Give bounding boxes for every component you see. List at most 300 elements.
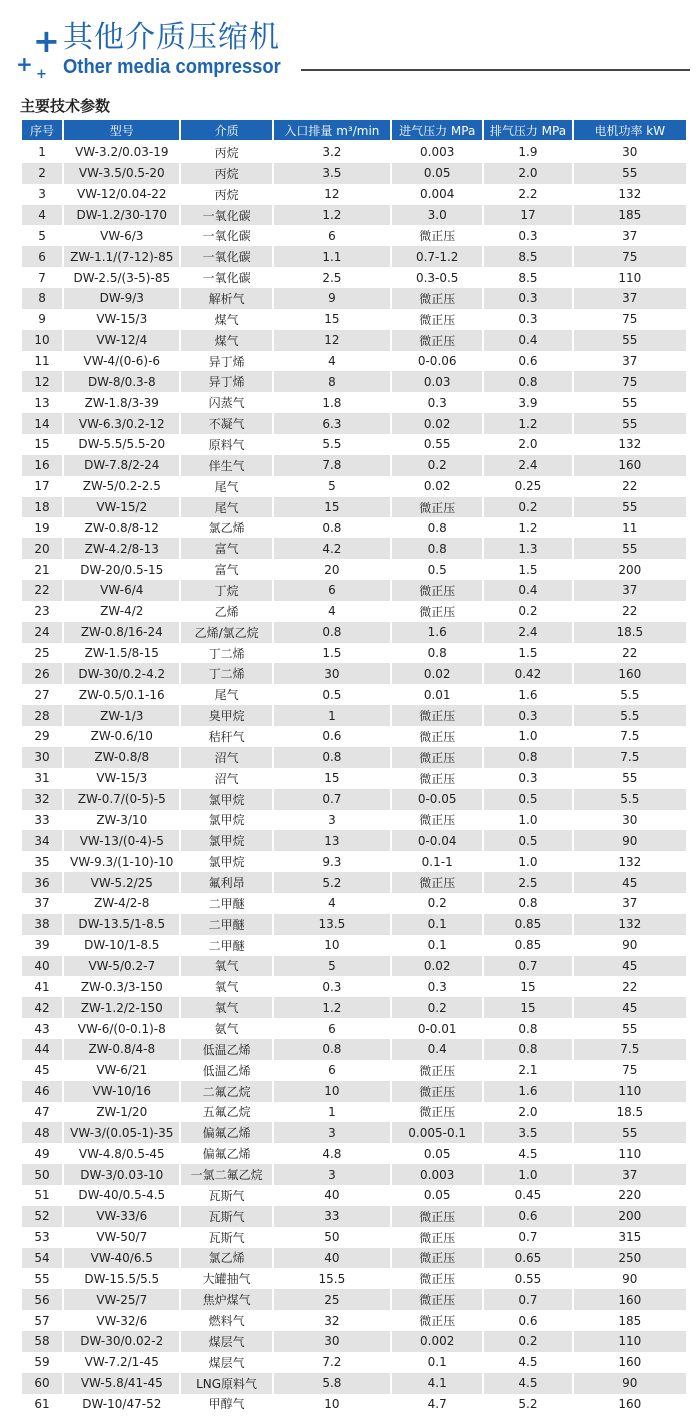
cell-inlet-pressure: 微正压 — [392, 330, 482, 351]
cell-outlet-pressure: 3.5 — [484, 1122, 571, 1143]
cell-inlet-flow: 10 — [274, 935, 390, 956]
cell-model: ZW-0.8/4-8 — [64, 1039, 179, 1060]
cell-motor-power: 37 — [574, 580, 686, 601]
cell-medium: 二甲醚 — [181, 893, 271, 914]
cell-outlet-pressure: 1.9 — [484, 142, 571, 163]
cell-index: 10 — [22, 330, 62, 351]
cell-inlet-flow: 1.1 — [274, 246, 390, 267]
cell-index: 1 — [22, 142, 62, 163]
cell-outlet-pressure: 0.3 — [484, 705, 571, 726]
cell-inlet-flow: 0.8 — [274, 1039, 390, 1060]
cell-outlet-pressure: 0.6 — [484, 1310, 571, 1331]
cell-inlet-flow: 5 — [274, 476, 390, 497]
cell-inlet-pressure: 0.8 — [392, 517, 482, 538]
cell-inlet-pressure: 0.3-0.5 — [392, 267, 482, 288]
page-title: 其他介质压缩机 — [63, 20, 280, 55]
cell-inlet-pressure: 0-0.06 — [392, 351, 482, 372]
cell-medium: 氧气 — [181, 956, 271, 977]
cell-index: 45 — [22, 1060, 62, 1081]
cell-medium: 伴生气 — [181, 455, 271, 476]
table-row — [22, 976, 686, 997]
cell-motor-power: 22 — [574, 476, 686, 497]
cell-inlet-flow: 8 — [274, 371, 390, 392]
cell-medium: 氯乙烯 — [181, 517, 271, 538]
cell-model: VW-15/3 — [64, 768, 179, 789]
cell-outlet-pressure: 0.3 — [484, 309, 571, 330]
cell-outlet-pressure: 0.85 — [484, 935, 571, 956]
table-row — [22, 663, 686, 684]
cell-outlet-pressure: 1.0 — [484, 851, 571, 872]
cell-model: VW-6/4 — [64, 580, 179, 601]
spec-table — [20, 120, 688, 1414]
cell-inlet-flow: 40 — [274, 1185, 390, 1206]
cell-outlet-pressure: 0.8 — [484, 893, 571, 914]
table-row — [22, 351, 686, 372]
cell-outlet-pressure: 4.5 — [484, 1143, 571, 1164]
cell-inlet-pressure: 0.005-0.1 — [392, 1122, 482, 1143]
cell-motor-power: 200 — [574, 559, 686, 580]
cell-outlet-pressure: 2.2 — [484, 184, 571, 205]
cell-motor-power: 55 — [574, 330, 686, 351]
cell-inlet-pressure: 0.05 — [392, 1185, 482, 1206]
table-row — [22, 309, 686, 330]
table-row — [22, 497, 686, 518]
cell-motor-power: 30 — [574, 810, 686, 831]
cell-inlet-pressure: 微正压 — [392, 288, 482, 309]
cell-inlet-flow: 7.2 — [274, 1352, 390, 1373]
cell-model: DW-30/0.02-2 — [64, 1331, 179, 1352]
cell-motor-power: 55 — [574, 1018, 686, 1039]
cell-medium: 氯乙烯 — [181, 1248, 271, 1269]
cell-motor-power: 37 — [574, 288, 686, 309]
cell-inlet-pressure: 3.0 — [392, 205, 482, 226]
cell-model: DW-7.8/2-24 — [64, 455, 179, 476]
cell-inlet-flow: 5.8 — [274, 1373, 390, 1394]
cell-motor-power: 110 — [574, 1081, 686, 1102]
table-row — [22, 914, 686, 935]
cell-outlet-pressure: 1.5 — [484, 559, 571, 580]
cell-inlet-flow: 3.5 — [274, 163, 390, 184]
cell-model: VW-4.8/0.5-45 — [64, 1143, 179, 1164]
cell-index: 44 — [22, 1039, 62, 1060]
cell-inlet-pressure: 0.1 — [392, 914, 482, 935]
cell-inlet-flow: 1.5 — [274, 643, 390, 664]
cell-outlet-pressure: 0.55 — [484, 1268, 571, 1289]
cell-inlet-pressure: 微正压 — [392, 1268, 482, 1289]
cell-index: 47 — [22, 1102, 62, 1123]
cell-index: 8 — [22, 288, 62, 309]
cell-inlet-flow: 3.2 — [274, 142, 390, 163]
cell-model: VW-7.2/1-45 — [64, 1352, 179, 1373]
cell-motor-power: 160 — [574, 1394, 686, 1415]
cell-medium: 丁烷 — [181, 580, 271, 601]
cell-inlet-pressure: 微正压 — [392, 580, 482, 601]
table-row — [22, 538, 686, 559]
cell-motor-power: 160 — [574, 1289, 686, 1310]
plus-icon: + — [16, 52, 33, 76]
cell-inlet-pressure: 0.1 — [392, 935, 482, 956]
cell-inlet-pressure: 4.1 — [392, 1373, 482, 1394]
cell-inlet-flow: 6 — [274, 580, 390, 601]
cell-model: ZW-0.3/3-150 — [64, 976, 179, 997]
table-row — [22, 997, 686, 1018]
cell-outlet-pressure: 3.9 — [484, 392, 571, 413]
cell-inlet-pressure: 微正压 — [392, 747, 482, 768]
table-row — [22, 705, 686, 726]
cell-inlet-flow: 15.5 — [274, 1268, 390, 1289]
cell-inlet-flow: 2.5 — [274, 267, 390, 288]
cell-inlet-pressure: 微正压 — [392, 1227, 482, 1248]
cell-index: 43 — [22, 1018, 62, 1039]
cell-inlet-flow: 7.8 — [274, 455, 390, 476]
cell-index: 23 — [22, 601, 62, 622]
cell-inlet-flow: 33 — [274, 1206, 390, 1227]
cell-medium: 一氧化碳 — [181, 246, 271, 267]
table-row — [22, 830, 686, 851]
table-row — [22, 851, 686, 872]
cell-index: 50 — [22, 1164, 62, 1185]
cell-index: 60 — [22, 1373, 62, 1394]
cell-inlet-pressure: 1.6 — [392, 622, 482, 643]
cell-motor-power: 75 — [574, 371, 686, 392]
cell-medium: 氯甲烷 — [181, 830, 271, 851]
cell-medium: 原料气 — [181, 434, 271, 455]
cell-model: ZW-3/10 — [64, 810, 179, 831]
cell-motor-power: 55 — [574, 1122, 686, 1143]
cell-inlet-pressure: 0.2 — [392, 997, 482, 1018]
cell-inlet-flow: 6 — [274, 1018, 390, 1039]
table-row — [22, 768, 686, 789]
cell-index: 30 — [22, 747, 62, 768]
cell-medium: 燃料气 — [181, 1310, 271, 1331]
cell-medium: 丙烷 — [181, 184, 271, 205]
cell-outlet-pressure: 0.8 — [484, 747, 571, 768]
cell-medium: 焦炉煤气 — [181, 1289, 271, 1310]
cell-outlet-pressure: 17 — [484, 205, 571, 226]
cell-index: 16 — [22, 455, 62, 476]
cell-motor-power: 45 — [574, 872, 686, 893]
cell-medium: 低温乙烯 — [181, 1060, 271, 1081]
cell-motor-power: 11 — [574, 517, 686, 538]
cell-inlet-flow: 32 — [274, 1310, 390, 1331]
cell-inlet-flow: 10 — [274, 1081, 390, 1102]
cell-index: 24 — [22, 622, 62, 643]
cell-outlet-pressure: 0.8 — [484, 1039, 571, 1060]
table-row — [22, 810, 686, 831]
cell-model: DW-40/0.5-4.5 — [64, 1185, 179, 1206]
cell-motor-power: 90 — [574, 935, 686, 956]
cell-index: 59 — [22, 1352, 62, 1373]
cell-outlet-pressure: 2.0 — [484, 163, 571, 184]
table-row — [22, 580, 686, 601]
cell-medium: 氯甲烷 — [181, 851, 271, 872]
cell-motor-power: 110 — [574, 1331, 686, 1352]
cell-index: 49 — [22, 1143, 62, 1164]
cell-inlet-flow: 6 — [274, 1060, 390, 1081]
cell-medium: 瓦斯气 — [181, 1206, 271, 1227]
cell-motor-power: 22 — [574, 643, 686, 664]
cell-model: VW-3/(0.05-1)-35 — [64, 1122, 179, 1143]
table-row — [22, 789, 686, 810]
column-header-inlet-pressure: 进气压力 MPa — [392, 120, 482, 142]
cell-index: 26 — [22, 663, 62, 684]
table-row — [22, 142, 686, 163]
cell-inlet-flow: 10 — [274, 1394, 390, 1415]
cell-outlet-pressure: 2.4 — [484, 455, 571, 476]
cell-inlet-flow: 12 — [274, 184, 390, 205]
cell-outlet-pressure: 2.5 — [484, 872, 571, 893]
cell-inlet-flow: 4 — [274, 893, 390, 914]
cell-motor-power: 30 — [574, 142, 686, 163]
table-row — [22, 643, 686, 664]
cell-index: 46 — [22, 1081, 62, 1102]
cell-outlet-pressure: 0.7 — [484, 956, 571, 977]
cell-inlet-flow: 30 — [274, 1331, 390, 1352]
cell-model: VW-10/16 — [64, 1081, 179, 1102]
cell-model: DW-30/0.2-4.2 — [64, 663, 179, 684]
table-row — [22, 726, 686, 747]
cell-motor-power: 110 — [574, 1143, 686, 1164]
cell-motor-power: 7.5 — [574, 747, 686, 768]
cell-motor-power: 37 — [574, 351, 686, 372]
cell-inlet-flow: 3 — [274, 1164, 390, 1185]
section-title: 主要技术参数 — [20, 97, 111, 115]
cell-medium: 异丁烯 — [181, 371, 271, 392]
cell-inlet-pressure: 0.03 — [392, 371, 482, 392]
table-header — [22, 120, 686, 142]
cell-inlet-flow: 4 — [274, 351, 390, 372]
cell-inlet-pressure: 0.05 — [392, 1143, 482, 1164]
cell-medium: 丁二烯 — [181, 663, 271, 684]
cell-medium: 不凝气 — [181, 413, 271, 434]
cell-model: VW-6/(0-0.1)-8 — [64, 1018, 179, 1039]
cell-model: VW-3.2/0.03-19 — [64, 142, 179, 163]
page-subtitle: Other media compressor — [63, 56, 281, 78]
cell-outlet-pressure: 0.2 — [484, 1331, 571, 1352]
cell-outlet-pressure: 1.3 — [484, 538, 571, 559]
cell-model: ZW-0.8/16-24 — [64, 622, 179, 643]
cell-outlet-pressure: 8.5 — [484, 246, 571, 267]
page-header — [0, 0, 700, 95]
table-row — [22, 1268, 686, 1289]
cell-model: DW-5.5/5.5-20 — [64, 434, 179, 455]
cell-medium: 煤层气 — [181, 1352, 271, 1373]
cell-medium: 偏氟乙烯 — [181, 1143, 271, 1164]
cell-motor-power: 55 — [574, 413, 686, 434]
cell-model: ZW-0.5/0.1-16 — [64, 684, 179, 705]
cell-motor-power: 18.5 — [574, 1102, 686, 1123]
cell-inlet-pressure: 0-0.01 — [392, 1018, 482, 1039]
cell-outlet-pressure: 1.5 — [484, 643, 571, 664]
cell-inlet-pressure: 0.01 — [392, 684, 482, 705]
cell-inlet-flow: 1 — [274, 1102, 390, 1123]
cell-index: 25 — [22, 643, 62, 664]
cell-medium: 富气 — [181, 559, 271, 580]
cell-inlet-flow: 40 — [274, 1248, 390, 1269]
cell-model: ZW-0.7/(0-5)-5 — [64, 789, 179, 810]
cell-motor-power: 5.5 — [574, 789, 686, 810]
cell-motor-power: 22 — [574, 976, 686, 997]
cell-model: VW-6/21 — [64, 1060, 179, 1081]
cell-inlet-flow: 5 — [274, 956, 390, 977]
cell-medium: 一氧化碳 — [181, 267, 271, 288]
table-row — [22, 392, 686, 413]
cell-model: VW-15/3 — [64, 309, 179, 330]
cell-inlet-flow: 3 — [274, 810, 390, 831]
cell-motor-power: 160 — [574, 455, 686, 476]
cell-inlet-flow: 0.8 — [274, 622, 390, 643]
cell-medium: 二氟乙烷 — [181, 1081, 271, 1102]
cell-outlet-pressure: 4.5 — [484, 1373, 571, 1394]
cell-outlet-pressure: 1.6 — [484, 1081, 571, 1102]
cell-outlet-pressure: 2.1 — [484, 1060, 571, 1081]
table-row — [22, 517, 686, 538]
cell-medium: 臭甲烷 — [181, 705, 271, 726]
cell-index: 42 — [22, 997, 62, 1018]
cell-motor-power: 110 — [574, 267, 686, 288]
cell-model: ZW-1.1/(7-12)-85 — [64, 246, 179, 267]
table-row — [22, 288, 686, 309]
cell-inlet-pressure: 0-0.05 — [392, 789, 482, 810]
cell-inlet-flow: 0.3 — [274, 976, 390, 997]
table-row — [22, 1352, 686, 1373]
table-row — [22, 1289, 686, 1310]
cell-model: VW-32/6 — [64, 1310, 179, 1331]
cell-medium: 尾气 — [181, 684, 271, 705]
cell-index: 52 — [22, 1206, 62, 1227]
cell-medium: 一氧化碳 — [181, 225, 271, 246]
table-row — [22, 747, 686, 768]
cell-inlet-flow: 6.3 — [274, 413, 390, 434]
cell-medium: 乙烯/氯乙烷 — [181, 622, 271, 643]
cell-outlet-pressure: 15 — [484, 976, 571, 997]
cell-index: 61 — [22, 1394, 62, 1415]
cell-index: 38 — [22, 914, 62, 935]
cell-outlet-pressure: 0.6 — [484, 1206, 571, 1227]
cell-motor-power: 7.5 — [574, 1039, 686, 1060]
cell-inlet-flow: 30 — [274, 663, 390, 684]
cell-inlet-pressure: 微正压 — [392, 1289, 482, 1310]
cell-model: VW-12/0.04-22 — [64, 184, 179, 205]
cell-model: ZW-0.8/8-12 — [64, 517, 179, 538]
cell-medium: 乙烯 — [181, 601, 271, 622]
cell-motor-power: 75 — [574, 309, 686, 330]
cell-medium: 低温乙烯 — [181, 1039, 271, 1060]
cell-index: 58 — [22, 1331, 62, 1352]
cell-model: ZW-1.8/3-39 — [64, 392, 179, 413]
table-row — [22, 1331, 686, 1352]
cell-medium: 丙烷 — [181, 163, 271, 184]
cell-model: VW-25/7 — [64, 1289, 179, 1310]
cell-inlet-pressure: 微正压 — [392, 726, 482, 747]
table-row — [22, 893, 686, 914]
cell-inlet-pressure: 微正压 — [392, 1310, 482, 1331]
cell-outlet-pressure: 0.7 — [484, 1227, 571, 1248]
cell-inlet-pressure: 0.8 — [392, 643, 482, 664]
cell-model: ZW-1/3 — [64, 705, 179, 726]
cell-medium: 秸秆气 — [181, 726, 271, 747]
cell-medium: 大罐抽气 — [181, 1268, 271, 1289]
cell-motor-power: 160 — [574, 1352, 686, 1373]
cell-outlet-pressure: 2.0 — [484, 434, 571, 455]
cell-index: 9 — [22, 309, 62, 330]
cell-medium: 氨气 — [181, 1018, 271, 1039]
cell-inlet-pressure: 微正压 — [392, 705, 482, 726]
cell-motor-power: 200 — [574, 1206, 686, 1227]
cell-outlet-pressure: 0.6 — [484, 351, 571, 372]
cell-model: VW-50/7 — [64, 1227, 179, 1248]
cell-index: 17 — [22, 476, 62, 497]
table-row — [22, 684, 686, 705]
cell-inlet-pressure: 0.2 — [392, 455, 482, 476]
cell-index: 39 — [22, 935, 62, 956]
table-row — [22, 1039, 686, 1060]
cell-inlet-flow: 5.2 — [274, 872, 390, 893]
cell-motor-power: 185 — [574, 205, 686, 226]
cell-inlet-flow: 9 — [274, 288, 390, 309]
table-row — [22, 267, 686, 288]
cell-index: 34 — [22, 830, 62, 851]
cell-model: DW-15.5/5.5 — [64, 1268, 179, 1289]
cell-motor-power: 55 — [574, 392, 686, 413]
cell-inlet-flow: 25 — [274, 1289, 390, 1310]
cell-model: ZW-5/0.2-2.5 — [64, 476, 179, 497]
cell-outlet-pressure: 8.5 — [484, 267, 571, 288]
cell-medium: 异丁烯 — [181, 351, 271, 372]
cell-index: 3 — [22, 184, 62, 205]
cell-medium: 瓦斯气 — [181, 1227, 271, 1248]
cell-index: 12 — [22, 371, 62, 392]
cell-model: DW-10/1-8.5 — [64, 935, 179, 956]
cell-model: ZW-4.2/8-13 — [64, 538, 179, 559]
table-body — [22, 142, 686, 1414]
cell-model: DW-8/0.3-8 — [64, 371, 179, 392]
cell-medium: 解析气 — [181, 288, 271, 309]
cell-outlet-pressure: 0.42 — [484, 663, 571, 684]
column-header-model: 型号 — [64, 120, 179, 142]
cell-medium: 偏氟乙烯 — [181, 1122, 271, 1143]
table-row — [22, 1143, 686, 1164]
cell-inlet-pressure: 0.7-1.2 — [392, 246, 482, 267]
table-row — [22, 455, 686, 476]
table-row — [22, 1164, 686, 1185]
cell-inlet-flow: 15 — [274, 768, 390, 789]
cell-inlet-pressure: 0.02 — [392, 956, 482, 977]
cell-inlet-flow: 0.6 — [274, 726, 390, 747]
cell-model: VW-5/0.2-7 — [64, 956, 179, 977]
cell-index: 56 — [22, 1289, 62, 1310]
cell-inlet-pressure: 0.5 — [392, 559, 482, 580]
table-row — [22, 205, 686, 226]
cell-inlet-pressure: 微正压 — [392, 1060, 482, 1081]
table-row — [22, 1102, 686, 1123]
cell-inlet-pressure: 0.003 — [392, 142, 482, 163]
cell-model: DW-3/0.03-10 — [64, 1164, 179, 1185]
cell-index: 36 — [22, 872, 62, 893]
table-row — [22, 330, 686, 351]
table-row — [22, 1081, 686, 1102]
table-row — [22, 935, 686, 956]
cell-model: DW-1.2/30-170 — [64, 205, 179, 226]
cell-inlet-pressure: 微正压 — [392, 810, 482, 831]
cell-model: ZW-0.6/10 — [64, 726, 179, 747]
cell-motor-power: 75 — [574, 1060, 686, 1081]
cell-model: ZW-1.2/2-150 — [64, 997, 179, 1018]
cell-index: 19 — [22, 517, 62, 538]
cell-inlet-flow: 0.8 — [274, 747, 390, 768]
cell-medium: 甲醇气 — [181, 1394, 271, 1415]
table-row — [22, 1206, 686, 1227]
